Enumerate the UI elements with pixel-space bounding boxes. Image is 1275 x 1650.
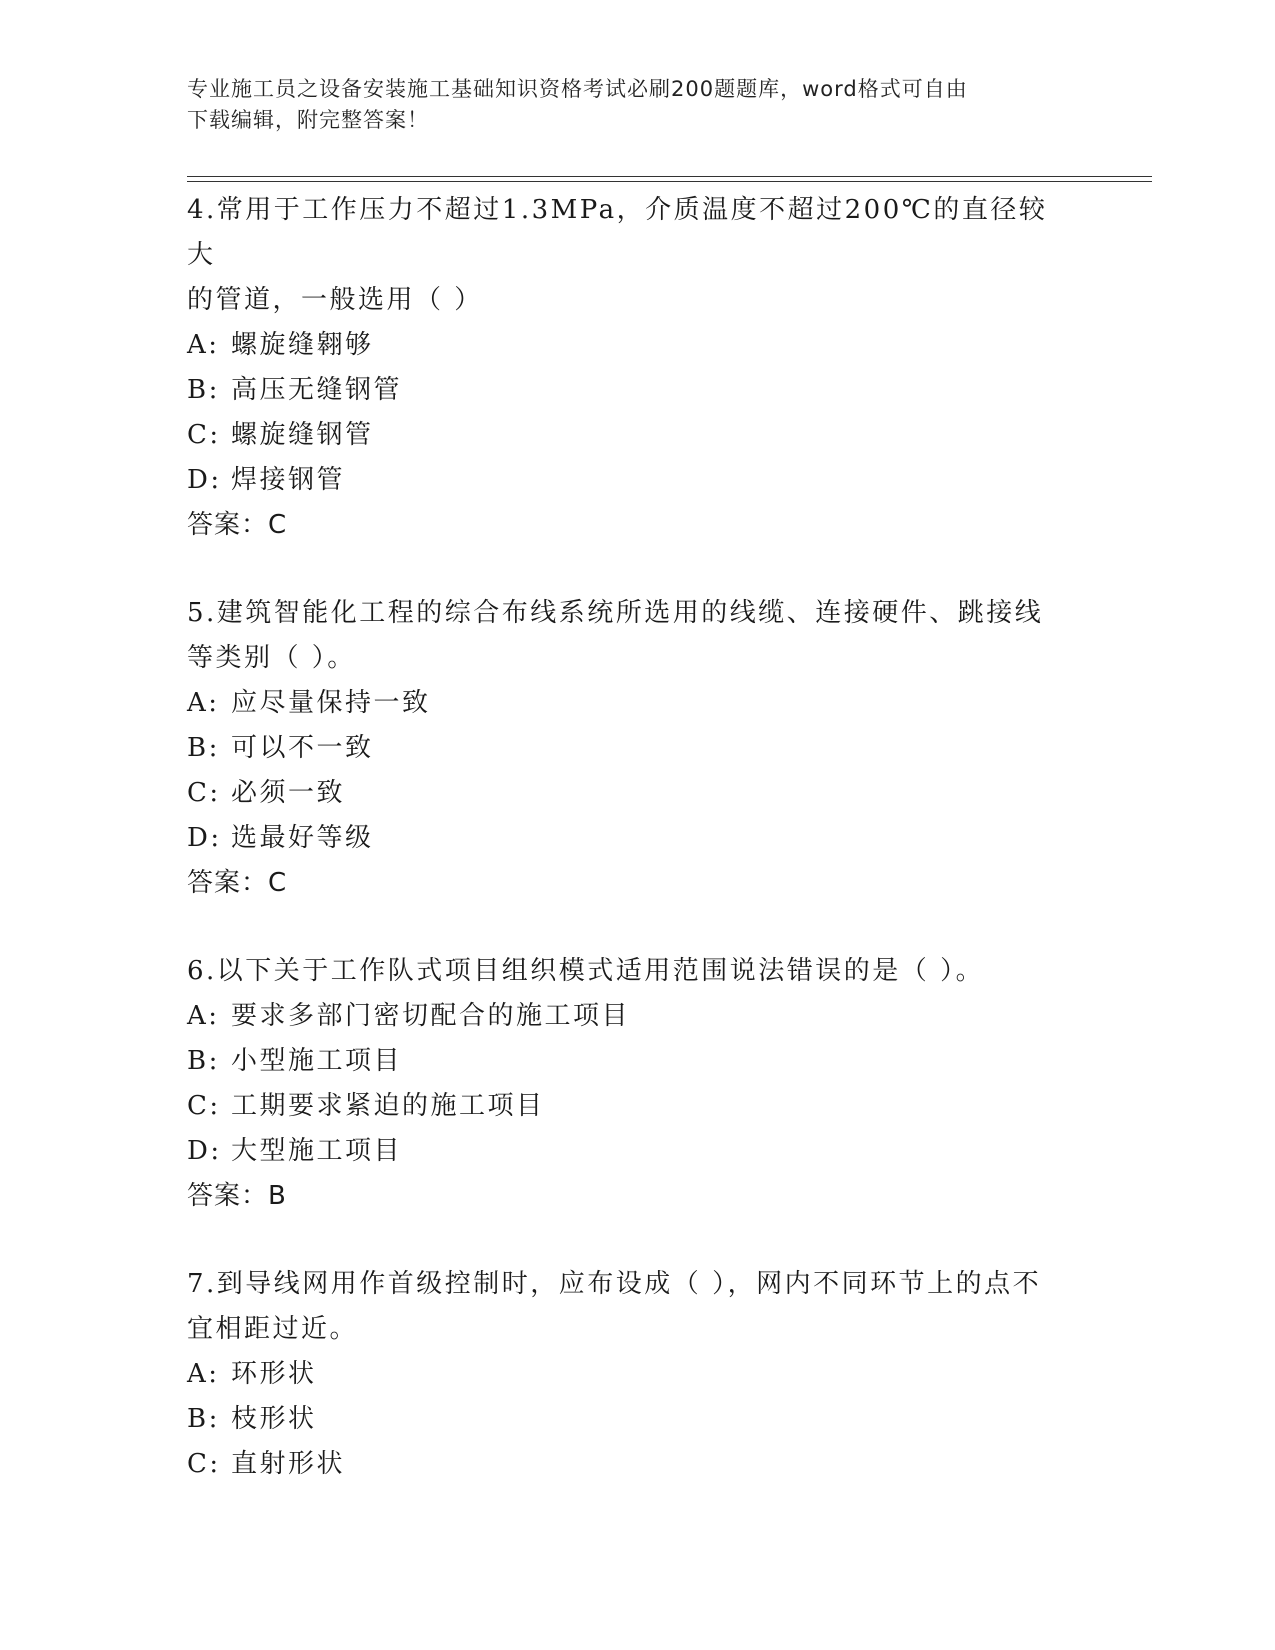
answer-line: 答案：B bbox=[187, 1181, 287, 1211]
header-line-1: 专业施工员之设备安装施工基础知识资格考试必刷200题题库，word格式可自由 bbox=[187, 77, 968, 101]
question-5 bbox=[187, 591, 1067, 906]
option-letter: A: bbox=[187, 688, 220, 718]
answer-line: 答案：C bbox=[187, 868, 288, 898]
question-stem bbox=[187, 591, 1067, 681]
option-b bbox=[187, 1397, 1067, 1442]
option-text: 可以不一致 bbox=[231, 733, 374, 763]
option-text: 螺旋缝翱够 bbox=[231, 330, 374, 360]
question-stem bbox=[187, 1262, 1067, 1352]
stem-line: 7.到导线网用作首级控制时，应布设成（ ），网内不同环节上的点不 bbox=[187, 1269, 1042, 1299]
option-text: 必须一致 bbox=[231, 778, 346, 808]
option-text: 工期要求紧迫的施工项目 bbox=[231, 1091, 545, 1121]
header-line-2: 下载编辑，附完整答案！ bbox=[187, 108, 429, 132]
option-a bbox=[187, 323, 1067, 368]
question-stem bbox=[187, 188, 1067, 323]
question-6 bbox=[187, 949, 1067, 1219]
option-letter: B: bbox=[187, 1046, 220, 1076]
question-list bbox=[187, 188, 1067, 1530]
option-letter: C: bbox=[187, 778, 221, 808]
option-a bbox=[187, 994, 1067, 1039]
option-letter: B: bbox=[187, 733, 220, 763]
header-divider-bottom bbox=[187, 181, 1152, 182]
option-letter: D: bbox=[187, 465, 222, 495]
option-text: 选最好等级 bbox=[231, 823, 374, 853]
option-letter: D: bbox=[187, 823, 222, 853]
option-c bbox=[187, 1084, 1067, 1129]
option-text: 应尽量保持一致 bbox=[231, 688, 431, 718]
option-letter: A: bbox=[187, 1001, 220, 1031]
stem-line: 4.常用于工作压力不超过1.3MPa，介质温度不超过200℃的直径较大 bbox=[187, 195, 1048, 270]
question-4 bbox=[187, 188, 1067, 548]
option-text: 螺旋缝钢管 bbox=[231, 420, 374, 450]
option-d bbox=[187, 816, 1067, 861]
stem-line: 等类别（ ）。 bbox=[187, 643, 356, 673]
option-text: 小型施工项目 bbox=[231, 1046, 403, 1076]
option-b bbox=[187, 726, 1067, 771]
stem-line: 6.以下关于工作队式项目组织模式适用范围说法错误的是（ ）。 bbox=[187, 956, 985, 986]
option-letter: B: bbox=[187, 1404, 220, 1434]
option-a bbox=[187, 681, 1067, 726]
option-letter: C: bbox=[187, 1449, 221, 1479]
option-text: 枝形状 bbox=[231, 1404, 317, 1434]
option-text: 环形状 bbox=[231, 1359, 317, 1389]
option-letter: C: bbox=[187, 420, 221, 450]
option-letter: A: bbox=[187, 1359, 220, 1389]
option-text: 要求多部门密切配合的施工项目 bbox=[231, 1001, 631, 1031]
option-letter: C: bbox=[187, 1091, 221, 1121]
stem-line: 5.建筑智能化工程的综合布线系统所选用的线缆、连接硬件、跳接线 bbox=[187, 598, 1044, 628]
option-c bbox=[187, 771, 1067, 816]
option-text: 直射形状 bbox=[231, 1449, 346, 1479]
document-header bbox=[187, 74, 1067, 136]
option-text: 焊接钢管 bbox=[231, 465, 346, 495]
header-divider-top bbox=[187, 176, 1152, 177]
option-c bbox=[187, 413, 1067, 458]
option-text: 大型施工项目 bbox=[231, 1136, 403, 1166]
option-d bbox=[187, 1129, 1067, 1174]
option-d bbox=[187, 458, 1067, 503]
option-letter: D: bbox=[187, 1136, 222, 1166]
option-letter: B: bbox=[187, 375, 220, 405]
stem-line: 宜相距过近。 bbox=[187, 1314, 359, 1344]
option-b bbox=[187, 368, 1067, 413]
option-letter: A: bbox=[187, 330, 220, 360]
answer-line: 答案：C bbox=[187, 510, 288, 540]
question-7 bbox=[187, 1262, 1067, 1487]
option-text: 高压无缝钢管 bbox=[231, 375, 403, 405]
stem-line: 的管道，一般选用（ ） bbox=[187, 285, 483, 315]
option-a bbox=[187, 1352, 1067, 1397]
option-b bbox=[187, 1039, 1067, 1084]
option-c bbox=[187, 1442, 1067, 1487]
question-stem bbox=[187, 949, 1067, 994]
